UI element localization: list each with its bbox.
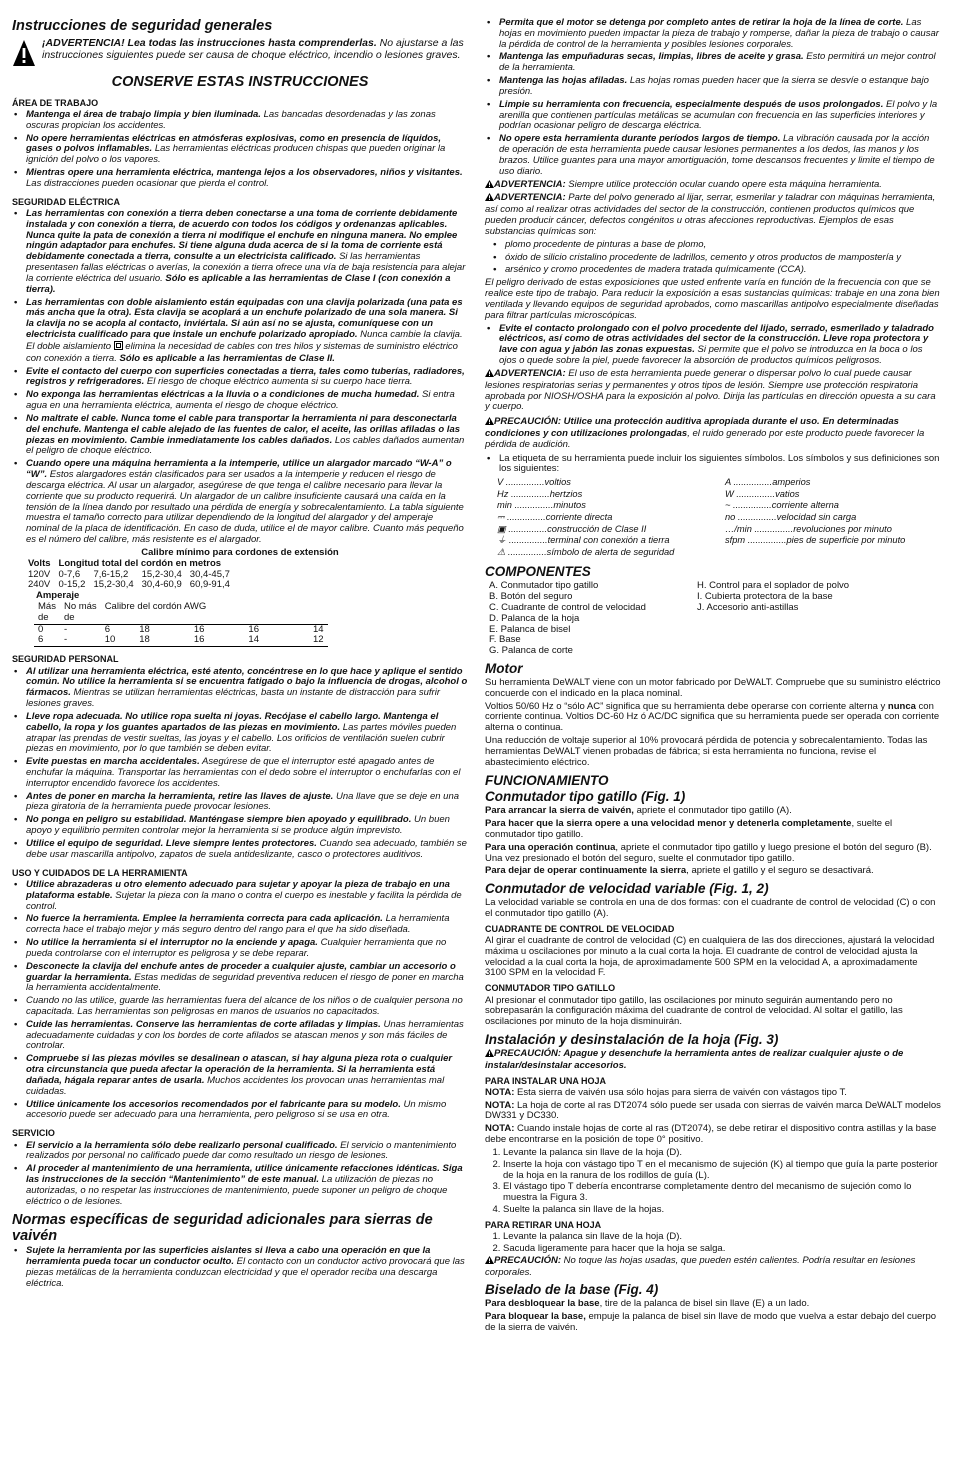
list-item: • Lleve ropa adecuada. No utilice ropa suelta ni joyas. Recójase el cabello largo. Mantenga el cabello, la ropa y los guantes apartados de las piezas en movimiento. Las partes móviles pueden atrapar las prendas de vestir sueltas, las joyas y el cabello. Los orificios de ventilación suelen cubrir piezas en movimiento, por lo que también se deben evitar. (12, 712, 468, 755)
cord-gauge-table: Más No más Calibre del cordón AWG de de 0 - 6 18 16 16 14 6 - 10 18 16 14 12 (34, 602, 328, 647)
motor-paragraph: Su herramienta DeWALT viene con un motor fabricado por DeWALT. Compruebe que su suministro eléctrico concuerde con el indicado en la placa nominal. (485, 676, 941, 699)
work-area-list (12, 110, 468, 190)
list-item: • Al proceder al mantenimiento de una herramienta, utilice únicamente refacciones idénticas. Siga las instrucciones de la sección “Mantenimiento” de este manual. La utilización de piezas no autorizadas, o no respetar las instrucciones de mantenimiento, puede suponer un peligro de choque eléctrico o de lesiones. (12, 1164, 468, 1207)
warning-triangle-icon (12, 39, 36, 71)
install-steps (485, 1148, 941, 1216)
personal-safety-list (12, 667, 468, 861)
list-item: • Cuide las herramientas. Conserve las herramientas de corte afiladas y limpias. Unas herramientas adecuadamente cuidadas y con los bordes de corte afilados se atascan menos y son más fáciles de controlar. (12, 1020, 468, 1052)
list-item: • Evite puestas en marcha accidentales. Asegúrese de que el interruptor esté apagado antes de enchufar la máquina. Transportar las herramientas con el dedo sobre el interruptor o enchufarlas con el interruptor encendido favorece los accidentes. (12, 757, 468, 789)
hearing-caution: PRECAUCIÓN: Utilice una protección auditiva apropiada durante el uso. En determinadas condiciones y con utilizaciones prolongadas, el ruido generado por este producto puede favorecer la pérdida de audición. (485, 416, 925, 450)
list-item: • Las herramientas con doble aislamiento están equipadas con una clavija polarizada (una pata es más ancha que la otra). Esta clavija se acoplará a un enchufe polarizado de una sola manera. Si la clavija no se acopla al contacto, inviértala. Si aún así no se ajusta, comuníquese con un electricista cualificado para que instale un enchufe polarizado apropiado. Nunca cambie la clavija. El doble aislamiento elimina la necesidad de cables con tres hilos y sistemas de suministro eléctrico con conexión a tierra. Sólo es aplicable a las herramientas de Clase II. (12, 298, 468, 365)
list-item: • No exponga las herramientas eléctricas a la lluvia o a condiciones de mucha humedad. Si entra agua en una herramienta eléctrica, aumenta el riesgo de choque eléctrico. (12, 390, 468, 412)
list-item: • arsénico y cromo procedentes de madera tratada químicamente (CCA). (491, 265, 941, 276)
specific-rules-list (12, 1246, 468, 1289)
motor-paragraph: Una reducción de voltaje superior al 10% provocará pérdida de potencia y sobrecalentamiento. Todas las herramientas DeWALT vienen probadas de fábrica; si esta herramienta no funciona, revise el abastecimiento eléctrico. (485, 735, 928, 768)
components-title: COMPONENTES (485, 564, 591, 580)
list-item: • Mientras opere una herramienta eléctrica, mantenga lejos a los observadores, niños y visitantes. Las distracciones pueden ocasionar que pierda el control. (12, 168, 468, 190)
trigger-text: Al presionar el conmutador tipo gatillo, las oscilaciones por minuto seguirán aumentando pero no sobrepasarán la configuración máxima del cuadrante de control de velocidad. Al soltar el gatillo, las oscilaciones por minuto de la hoja disminuirán. (485, 994, 903, 1028)
components-left (489, 581, 697, 657)
step-item: 1. Levante la palanca sin llave de la hoja (D). (503, 1232, 941, 1243)
step-item: 2. Sacuda ligeramente para hacer que la hoja se salga. (503, 1244, 941, 1255)
component-item: I. Cubierta protectora de la base (697, 591, 833, 603)
table-header: Volts (28, 557, 51, 569)
list-item: • Mantenga las empuñaduras secas, limpias, libres de aceite y grasa. Esto permitirá un mejor control de la herramienta. (485, 52, 941, 74)
symbol-item: ~ ...............corriente alterna (725, 500, 839, 511)
general-warning (12, 37, 468, 71)
symbol-item: no ...............velocidad sin carga (725, 512, 857, 523)
list-item: • No opere herramientas eléctricas en atmósferas explosivas, como en presencia de líquidos, gases o polvos inflamables. Las herramientas eléctricas producen chispas que pueden originar la ignición del polvo o los vapores. (12, 134, 468, 166)
symbol-item: ⚠ ...............símbolo de alerta de seguridad (497, 546, 675, 557)
jigsaw-rules-list (485, 18, 941, 178)
symbol-item: min ...............minutos (497, 500, 586, 511)
list-item: • plomo procedente de pinturas a base de plomo, (491, 240, 941, 251)
paragraph: Para una operación continua, apriete el conmutador tipo gatillo y luego presione el botón del seguro (B). Una vez presionado el botón del seguro, suelte el conmutador tipo gatillo. (485, 841, 932, 864)
symbol-definitions (497, 477, 941, 557)
blade-caution: PRECAUCIÓN: Apague y desenchufe la herramienta antes de realizar cualquier ajuste o de instalar/desinstalar accesorios. (485, 1047, 904, 1071)
list-item: • Cuando no las utilice, guarde las herramientas fuera del alcance de los niños o de cualquier persona no capacitada. Las herramientas son peligrosas en manos de usuarios no capacitados. (12, 996, 468, 1018)
list-item: • Evite el contacto del cuerpo con superficies conectadas a tierra, tales como tuberías, radiadores, registros y refrigeradores. El riesgo de choque eléctrico aumenta si su cuerpo hace tierra. (12, 367, 468, 389)
chemical-list (491, 240, 941, 276)
component-item: E. Palanca de bisel (489, 623, 571, 635)
left-column (12, 18, 468, 1292)
cord-table-title: Calibre mínimo para cordones de extensión (141, 546, 339, 558)
component-item: D. Palanca de la hoja (489, 612, 580, 624)
remove-steps (485, 1232, 941, 1255)
note: NOTA: Cuando instale hojas de corte al ras (DT2074), se debe retirar el dispositivo contra astillas y la base debe encontrarse en la posición de tope 0° positivo. (485, 1123, 937, 1146)
symbol-item: ▣ ...............construcción de Clase II (497, 523, 647, 534)
speed-dial-heading: CUADRANTE DE CONTROL DE VELOCIDAD (485, 923, 675, 934)
dust-contact-list (485, 324, 941, 367)
base-bevel-title: Biselado de la base (Fig. 4) (485, 1282, 659, 1298)
service-list (12, 1141, 468, 1208)
list-item: • Permita que el motor se detenga por completo antes de retirar la hoja de la línea de corte. Las hojas en movimiento pueden impactar la pieza de trabajo y romperse, dañar la pieza de trabajo o causar la pérdida de control de la herramienta y posibles lesiones corporales. (485, 18, 941, 50)
symbol-item: V ...............voltios (497, 477, 571, 488)
paragraph: Para dejar de operar continuamente la sierra, apriete el gatillo y el seguro se desactivará. (485, 865, 874, 877)
eye-protection-warning: ADVERTENCIA: Siempre utilice protección ocular cuando opere esta máquina herramienta. (485, 180, 941, 192)
right-column (485, 18, 941, 1336)
cord-length-table (24, 559, 234, 591)
component-item: A. Conmutador tipo gatillo (489, 580, 599, 592)
tool-use-list (12, 880, 468, 1121)
symbol-item: ⏚ ...............terminal con conexión a tierra (497, 535, 670, 546)
bevel-paragraphs (485, 1299, 941, 1333)
table-row: 120V 0-7,6 7,6-15,2 15,2-30,4 30,4-45,7 (28, 568, 230, 580)
paragraph: Para hacer que la sierra opere a una velocidad menor y detenerla completamente, suelte el conmutador tipo gatillo. (485, 818, 893, 840)
personal-safety-heading: SEGURIDAD PERSONAL (12, 654, 119, 665)
note: NOTA: La hoja de corte al ras DT2074 sólo puede ser usada con sierras de vaivén marca DeWALT modelos DW331 y DC330. (485, 1099, 941, 1122)
respiratory-warning: ADVERTENCIA: El uso de esta herramienta puede generar o dispersar polvo lo cual puede causar lesiones respiratorias serias y permanentes y otros tipos de lesión. Siempre use protección respiratoria aprobada por NIOSH/OSHA para la exposición al polvo. Dirija las partículas en dirección opuesta a su cara y cuerpo. (485, 367, 936, 413)
component-item: B. Botón del seguro (489, 591, 573, 603)
table-row: 6 - 10 18 16 14 12 (34, 635, 328, 646)
list-item: • Mantenga las hojas afiladas. Las hojas romas pueden hacer que la sierra se desvíe o estanque bajo presión. (485, 76, 941, 98)
list-item: • Al utilizar una herramienta eléctrica, esté atento, concéntrese en lo que hace y aplique el sentido común. No utilice la herramienta si se encuentra fatigado o bajo la influencia de drogas, alcohol o fármacos. Mientras se utilizan herramientas eléctricas, basta un instante de distracción para sufrir lesiones graves. (12, 667, 468, 710)
electrical-safety-list (12, 209, 468, 546)
list-item: • Antes de poner en marcha la herramienta, retire las llaves de ajuste. Una llave que se deje en una pieza giratoria de la herramienta puede provocar lesiones. (12, 792, 468, 814)
component-item: C. Cuadrante de control de velocidad (489, 601, 646, 613)
warning-body: No ajustarse a las instrucciones siguientes puede ser causa de choque eléctrico, incendio o lesiones graves. (42, 36, 464, 62)
step-item: 1. Levante la palanca sin llave de la hoja (D). (503, 1148, 941, 1159)
table-header: Longitud total del cordón en metros (58, 557, 222, 569)
list-item: • Utilice abrazaderas u otro elemento adecuado para sujetar y apoyar la pieza de trabajo en una plataforma estable. Sujetar la pieza con la mano o contra el cuerpo es inestable y facilita la pérdida de control. (12, 880, 468, 912)
motor-paragraph: Voltios 50/60 Hz o “sólo AC” significa que su herramienta debe operarse con corriente alterna y nunca con corriente continua. Voltios DC-60 Hz ó AC/DC significa que su herramienta puede ser operada con corriente alterna o continua. (485, 700, 940, 734)
specific-rules-title: Normas específicas de seguridad adicionales para sierras de vaivén (12, 1212, 433, 1245)
component-item: G. Palanca de corte (489, 645, 573, 657)
paragraph: Para bloquear la base, empuje la palanca de bisel sin llave de modo que vuelva a estar debajo del cuerpo de la sierra de vaivén. (485, 1311, 937, 1333)
step-item: 3. El vástago tipo T debería encontrarse completamente dentro del mecanismo de sujeción como lo muestra la Figura 3. (503, 1182, 941, 1204)
general-warning-text (42, 37, 468, 62)
component-item: F. Base (489, 634, 521, 646)
hot-blade-caution: PRECAUCIÓN: No toque las hojas usadas, que pueden estén calientes. Podría resultar en lesiones corporales. (485, 1254, 916, 1278)
trigger-paragraphs (485, 806, 941, 877)
list-item: • óxido de silicio cristalino procedente de ladrillos, cemento y otros productos de mampostería y (491, 253, 941, 264)
components-list (489, 581, 941, 657)
list-item: • Desconecte la clavija del enchufe antes de proceder a cualquier ajuste, cambiar un accesorio o guardar la herramienta. Estas medidas de seguridad preventiva reducen el riesgo de poner en marcha la herramienta accidentalmente. (12, 962, 468, 994)
list-item: • No fuerce la herramienta. Emplee la herramienta correcta para cada aplicación. La herramienta correcta hace el trabajo mejor y más seguro dentro del rango para el que ha sido diseñada. (12, 914, 468, 936)
amperage-label: Amperaje (36, 590, 80, 602)
operation-title: FUNCIONAMIENTO (485, 772, 609, 788)
variable-speed-text: La velocidad variable se controla en una de dos formas: con el cuadrante de control de velocidad (C) o con el conmutador tipo gatillo (A). (485, 897, 936, 919)
remove-blade-heading: PARA RETIRAR UNA HOJA (485, 1219, 602, 1230)
alert-triangle-icon (485, 180, 494, 192)
symbol-item: A ...............amperios (725, 477, 811, 488)
conserve-title: CONSERVE ESTAS INSTRUCCIONES (111, 73, 369, 90)
list-item: • Evite el contacto prolongado con el polvo procedente del lijado, serrado, esmerilado y taladrado eléctricos, así como de otras actividades del sector de la construcción. Lleve ropa protectora y lave con agua y jabón las zonas expuestas. Si permite que el polvo se introduzca en la boca o los ojos o quede sobre la piel, puede favorecer la absorción de productos químicos peligrosos. (485, 324, 941, 367)
list-item: • El servicio a la herramienta sólo debe realizarlo personal cualificado. El servicio o mantenimiento realizados por personal no calificado puede dar como resultado un riesgo de lesiones. (12, 1141, 468, 1163)
symbol-item: sfpm ...............pies de superficie por minuto (725, 535, 906, 546)
list-item: • No ponga en peligro su estabilidad. Manténgase siempre bien apoyado y equilibrado. Un buen apoyo y equilibrio permiten controlar mejor la herramienta si se produce algún imprevisto. (12, 815, 468, 837)
trigger-heading: CONMUTADOR TIPO GATILLO (485, 983, 616, 994)
components-right (697, 581, 937, 657)
list-item: • Cuando opere una máquina herramienta a la intemperie, utilice un alargador marcado “W-A” o “W”. Estos alargadores están clasificados para ser usados a la intemperie y reducen el riesgo de descarga eléctrica. Al usar un alargador, asegúrese de que tenga el calibre necesario para llevar la corriente que su producto requerirá. Un alargador de un calibre insuficiente causará una caída en la tensión de la línea dando por resultado una pérdida de energía y sobrecalentamiento. La tabla siguiente muestra el tamaño correcto para utilizar dependiendo de la longitud del alargador y del amperaje nominal de la placa de identificación. En caso de duda, utilice el de mayor calibre. Cuanto más pequeño es el número del calibre, más resistente es el alargador. (12, 459, 468, 546)
speed-dial-text: Al girar el cuadrante de control de velocidad (C) en cualquiera de las dos direcciones, ajustará la velocidad máxima u oscilaciones por minuto a la cual corta la hoja. El cuadrante de control de velocidad ajusta la velocidad a la cual corta la hoja, de aproximadamente 500 SPM en la velocidad A, a aproximadamente 3100 SPM en la velocidad F. (485, 934, 935, 979)
dust-chemical-warning: ADVERTENCIA: Parte del polvo generado al lijar, serrar, esmerilar y taladrar con máquinas herramienta, así como al realizar otras actividades del sector de la construcción, contienen productos químicos que pueden producir cáncer, defectos congénitos u otras afecciones reproductivas. Ejemplos de esas substancias químicas son: (485, 192, 936, 237)
motor-title: Motor (485, 661, 523, 677)
list-item: • Limpie su herramienta con frecuencia, especialmente después de usos prolongados. El polvo y la arenilla que contienen partículas metálicas se acumulan con frecuencia en las superficies interiores y podrían ocasionar peligro de descarga eléctrica. (485, 100, 941, 132)
table-row: 240V 0-15,2 15,2-30,4 30,4-60,9 60,9-91,4 (28, 579, 230, 591)
symbol-item: W ...............vatios (725, 488, 800, 499)
symbol-item: Hz ...............hertzios (497, 488, 583, 499)
note: NOTA: Esta sierra de vaivén usa sólo hojas para sierra de vaivén con vástagos tipo T. (485, 1086, 847, 1098)
component-item: J. Accesorio anti-astillas (697, 601, 799, 613)
table-row: 0 - 6 18 16 16 14 (38, 623, 324, 635)
list-item: • Utilice el equipo de seguridad. Lleve siempre lentes protectores. Cuando sea adecuado, también se debe usar mascarilla antipolvo, zapatos de suela antideslizante, casco o protectores auditivos. (12, 839, 468, 861)
list-item: • Mantenga el área de trabajo limpia y bien iluminada. Las bancadas desordenadas y las zonas oscuras propician los accidentes. (12, 110, 468, 132)
step-item: 4. Suelte la palanca sin llave de la hojas. (503, 1205, 941, 1216)
trigger-switch-title: Conmutador tipo gatillo (Fig. 1) (485, 789, 686, 805)
list-item: • Las herramientas con conexión a tierra deben conectarse a una toma de corriente debidamente instalada y con conexión a tierra, de acuerdo con todos los códigos y ordenanzas aplicables. Nunca quite la pata de conexión a tierra ni modifique el enchufe en ninguna manera. No emplee ningún adaptador para enchufes. Si tiene alguna duda acerca de si la toma de corriente está debidamente conectada a tierra, consulte a un electricista calificado. Si las herramientas presentasen fallas eléctricas o averías, la conexión a tierra ofrece una vía de baja resistencia para alejar la corriente eléctrica del usuario. Sólo es aplicable a las herramientas de Clase I (con conexión a tierra). (12, 209, 468, 296)
paragraph: Para desbloquear la base, tire de la palanca de bisel sin llave (E) a un lado. (485, 1298, 810, 1310)
paragraph: Para arrancar la sierra de vaivén, apriete el conmutador tipo gatillo (A). (485, 805, 792, 817)
cord-table-block (12, 548, 468, 647)
electrical-safety-heading: SEGURIDAD ELÉCTRICA (12, 196, 121, 207)
warning-lead: ¡ADVERTENCIA! Lea todas las instrucciones hasta comprenderlas. (42, 36, 377, 49)
list-item: • No maltrate el cable. Nunca tome el cable para transportar la herramienta ni para desconectarla del enchufe. Mantenga el cable alejado de las fuentes de calor, el aceite, las orillas afiladas o las piezas en movimiento. Cambie inmediatamente los cables dañados. Los cables dañados aumentan el peligro de choque eléctrico. (12, 414, 468, 457)
symbol-item: …/min ...............revoluciones por minuto (725, 523, 892, 534)
blade-install-title: Instalación y desinstalación de la hoja (Fig. 3) (485, 1032, 779, 1048)
label-symbols-intro (485, 454, 941, 476)
component-item: H. Control para el soplador de polvo (697, 580, 850, 592)
list-item: • Compruebe si las piezas móviles se desalinean o atascan, si hay alguna pieza rota o cualquier otra circunstancia que pueda afectar la operación de la herramienta. Si la herramienta está dañada, hágala reparar antes de usarla. Muchos accidentes los provocan unas herramientas mal cuidadas. (12, 1054, 468, 1097)
step-item: 2. Inserte la hoja con vástago tipo T en el mecanismo de sujeción (K) al tiempo que guía la parte posterior de la hoja en la ranura de los rodillos de guía (L). (503, 1160, 941, 1182)
exposure-risk-text: El peligro derivado de estas exposiciones que usted enfrente varía en función de la frecuencia con que se realice este tipo de trabajo. Para reducir la exposición a esas sustancias químicas: trabaje en una zona bien ventilada y llevando equipos de seguridad aprobados, como mascarillas antipolvo especialmente diseñadas para filtrar partículas microscópicas. (485, 277, 940, 321)
service-heading: SERVICIO (12, 1128, 55, 1139)
list-item: • No utilice la herramienta si el interruptor no la enciende y apaga. Cualquier herramienta que no pueda controlarse con el interruptor es peligrosa y se debe reparar. (12, 938, 468, 960)
variable-speed-title: Conmutador de velocidad variable (Fig. 1, 2) (485, 881, 769, 897)
list-item: • Utilice únicamente los accesorios recomendados por el fabricante para su modelo. Un mismo accesorio puede ser adecuado para una herramienta, pero peligroso si se usa en otra. (12, 1100, 468, 1122)
tool-use-heading: USO Y CUIDADOS DE LA HERRAMIENTA (12, 867, 188, 878)
symbol-item: ⎓ ...............corriente directa (497, 512, 613, 523)
general-safety-title: Instrucciones de seguridad generales (12, 18, 273, 34)
install-blade-heading: PARA INSTALAR UNA HOJA (485, 1075, 606, 1086)
list-item: • No opere esta herramienta durante períodos largos de tiempo. La vibración causada por la acción de operación de esta herramienta puede causar lesiones permanentes a los dedos, las manos y los brazos. Utilice guantes para una mayor amortiguación, tome descansos frecuentes y limite el tiempo de uso diario. (485, 134, 941, 177)
work-area-heading: ÁREA DE TRABAJO (12, 97, 99, 108)
list-item: • Sujete la herramienta por las superficies aislantes si lleva a cabo una operación en que la herramienta pueda tocar un conductor oculto. El contacto con un conductor activo provocará que las piezas metálicas de la herramienta conduzcan electricidad y que el operador reciba una descarga eléctrica. (12, 1246, 468, 1289)
list-item: • La etiqueta de su herramienta puede incluir los siguientes símbolos. Los símbolos y sus definiciones son los siguientes: (485, 454, 941, 476)
